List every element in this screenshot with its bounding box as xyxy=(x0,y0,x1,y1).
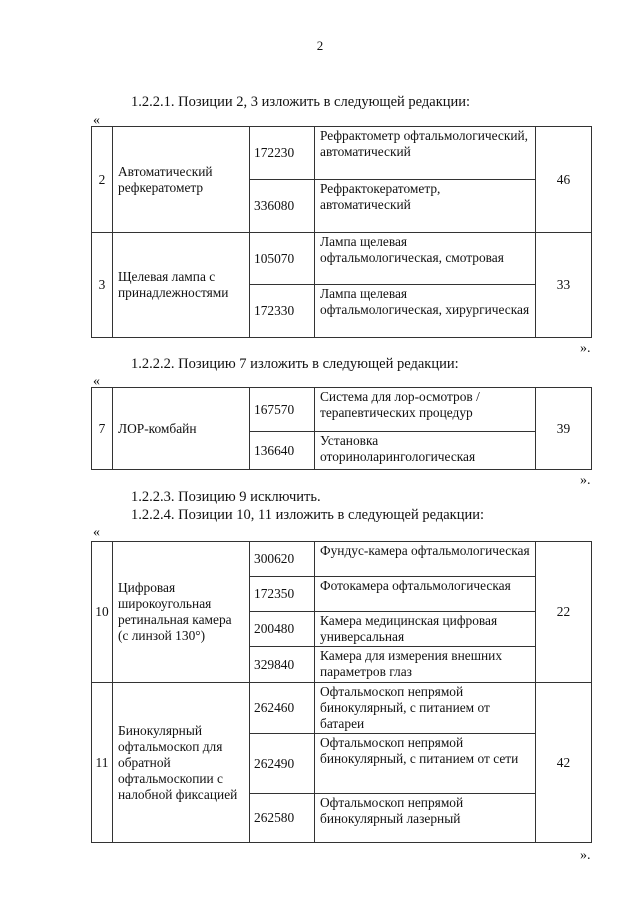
page-number: 2 xyxy=(316,38,324,53)
item-code: 200480 xyxy=(250,612,315,647)
position-name: Щелевая лампа с принадлежностями xyxy=(113,233,250,338)
quote-open: « xyxy=(93,374,100,389)
item-description: Рефрактометр офтальмологический, автоматический xyxy=(315,127,536,180)
quote-close: ». xyxy=(580,848,591,863)
item-code: 262580 xyxy=(250,794,315,843)
table-row xyxy=(92,683,592,734)
item-description: Лампа щелевая офтальмологическая, хирургическая xyxy=(315,285,536,338)
position-name: Бинокулярный офтальмоскоп для обратной офтальмоскопии с налобной фиксацией xyxy=(113,683,250,843)
item-description: Камера для измерения внешних параметров глаз xyxy=(315,647,536,683)
position-name: ЛОР-комбайн xyxy=(113,388,250,470)
position-quantity: 46 xyxy=(536,127,592,233)
item-description: Офтальмоскоп непрямой бинокулярный, с питанием от батареи xyxy=(315,683,536,734)
item-code: 105070 xyxy=(250,233,315,285)
item-code: 329840 xyxy=(250,647,315,683)
position-quantity: 42 xyxy=(536,683,592,843)
quote-open: « xyxy=(93,525,100,540)
position-name: Автоматический рефкератометр xyxy=(113,127,250,233)
item-description: Лампа щелевая офтальмологическая, смотровая xyxy=(315,233,536,285)
table-row xyxy=(92,542,592,577)
item-code: 300620 xyxy=(250,542,315,577)
table-positions-2-3 xyxy=(91,126,592,338)
item-description: Рефрактокератометр, автоматический xyxy=(315,180,536,233)
position-quantity: 33 xyxy=(536,233,592,338)
section-heading-4: 1.2.2.4. Позиции 10, 11 изложить в следующей редакции: xyxy=(131,507,485,523)
item-description: Система для лор-осмотров /терапевтических процедур xyxy=(315,388,536,432)
item-code: 167570 xyxy=(250,388,315,432)
section-heading-1: 1.2.2.1. Позиции 2, 3 изложить в следующей редакции: xyxy=(131,94,471,110)
item-description: Установка оториноларингологическая xyxy=(315,432,536,470)
item-description: Офтальмоскоп непрямой бинокулярный, с питанием от сети xyxy=(315,734,536,794)
position-quantity: 39 xyxy=(536,388,592,470)
item-description: Фундус-камера офтальмологическая xyxy=(315,542,536,577)
table-row xyxy=(92,127,592,180)
position-number: 10 xyxy=(92,542,113,683)
item-code: 172330 xyxy=(250,285,315,338)
item-description: Камера медицинская цифровая универсальная xyxy=(315,612,536,647)
quote-close: ». xyxy=(580,341,591,356)
position-number: 11 xyxy=(92,683,113,843)
position-quantity: 22 xyxy=(536,542,592,683)
item-code: 262460 xyxy=(250,683,315,734)
table-row xyxy=(92,388,592,432)
item-code: 262490 xyxy=(250,734,315,794)
quote-close: ». xyxy=(580,473,591,488)
position-number: 2 xyxy=(92,127,113,233)
table-positions-10-11 xyxy=(91,541,592,843)
item-code: 172230 xyxy=(250,127,315,180)
quote-open: « xyxy=(93,113,100,128)
position-number: 3 xyxy=(92,233,113,338)
item-code: 172350 xyxy=(250,577,315,612)
item-code: 336080 xyxy=(250,180,315,233)
item-description: Фотокамера офтальмологическая xyxy=(315,577,536,612)
item-description: Офтальмоскоп непрямой бинокулярный лазерный xyxy=(315,794,536,843)
position-number: 7 xyxy=(92,388,113,470)
table-row xyxy=(92,233,592,285)
item-code: 136640 xyxy=(250,432,315,470)
section-heading-3: 1.2.2.3. Позицию 9 исключить. xyxy=(131,489,321,505)
section-heading-2: 1.2.2.2. Позицию 7 изложить в следующей редакции: xyxy=(131,356,459,372)
table-position-7 xyxy=(91,387,592,470)
position-name: Цифровая широкоугольная ретинальная камера (с линзой 130°) xyxy=(113,542,250,683)
